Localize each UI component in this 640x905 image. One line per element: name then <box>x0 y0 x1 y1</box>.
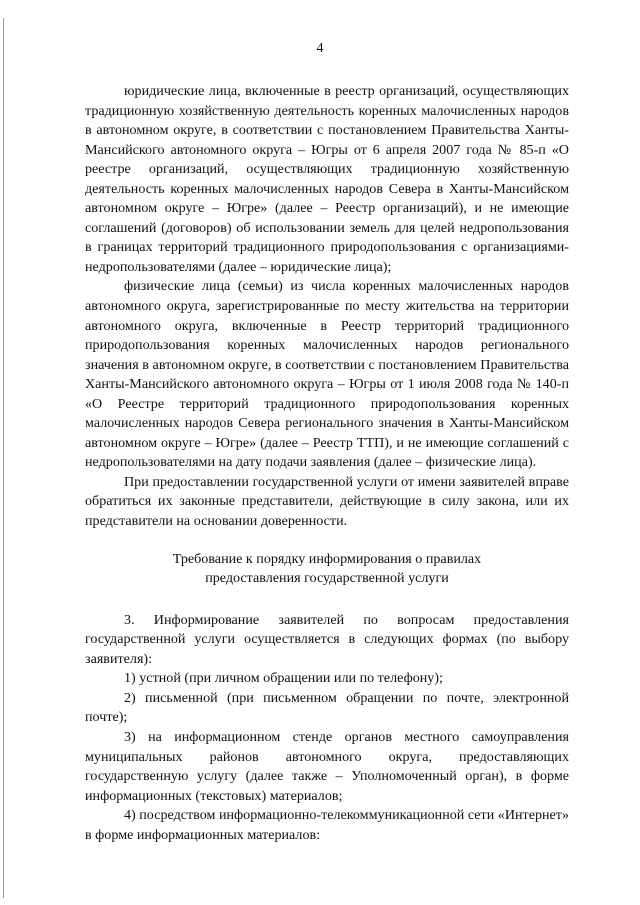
paragraph-individuals: физические лица (семьи) из числа коренных малочисленных народов автономного округа, зарегистрированные по месту жительства на территории автономного округа, включенные в Реестр территорий традиционного природопользования коренных малочисленных народов регионального значения в автономном округе, в соответствии с постановлением Правительства Ханты-Мансийского автономного округа – Югры от 1 июля 2008 года № 140-п «О Реестре территорий традиционного природопользования коренных малочисленных народов Севера регионального значения в Ханты-Мансийском автономном округе – Югре» (далее – Реестр ТТП), и не имеющие соглашений с недропользователями на дату подачи заявления (далее – физические лица). <box>85 278 569 471</box>
paragraph-legal-entities: юридические лица, включенные в реестр организаций, осуществляющих традиционную хозяйственную деятельность коренных малочисленных народов в автономном округе, в соответствии с постановлением Правительства Ханты-Мансийского автономного округа – Югры от 6 апреля 2007 года № 85-п «О реестре организаций, осуществляющих традиционную хозяйственную деятельность коренных малочисленных народов Севера в Ханты-Мансийском автономном округе – Югре» (далее – Реестр организаций), и не имеющие соглашений (договоров) об использовании земель для целей недропользования в границах территорий традиционного природопользования с организациями-недропользователями (далее – юридические лица); <box>85 83 569 275</box>
list-item-oral: 1) устной (при личном обращении или по телефону); <box>124 670 443 687</box>
section-heading <box>85 550 569 589</box>
list-item-info-stand: 3) на информационном стенде органов местного самоуправления муниципальных районов автономного округа, предоставляющих государственную услугу (далее также – Уполномоченный орган), в форме информационных (текстовых) материалов; <box>85 728 569 804</box>
section-heading-line: Требование к порядку информирования о правилах <box>172 550 482 567</box>
list-item-internet: 4) посредством информационно-телекоммуникационной сети «Интернет» в форме информационных материалов: <box>85 807 570 843</box>
document-body <box>85 82 569 845</box>
page-number: 4 <box>316 41 324 56</box>
paragraph-representatives: При предоставлении государственной услуги от имени заявителей вправе обратиться их законные представители, действующие в силу закона, или их представители на основании доверенности. <box>85 473 569 530</box>
paragraph-item-3: 3. Информирование заявителей по вопросам предоставления государственной услуги осуществляется в следующих формах (по выбору заявителя): <box>85 611 569 667</box>
page-edge-line <box>3 18 4 898</box>
section-heading-line: предоставления государственной услуги <box>205 570 449 587</box>
list-item-written: 2) письменной (при письменном обращении по почте, электронной почте); <box>85 689 569 726</box>
